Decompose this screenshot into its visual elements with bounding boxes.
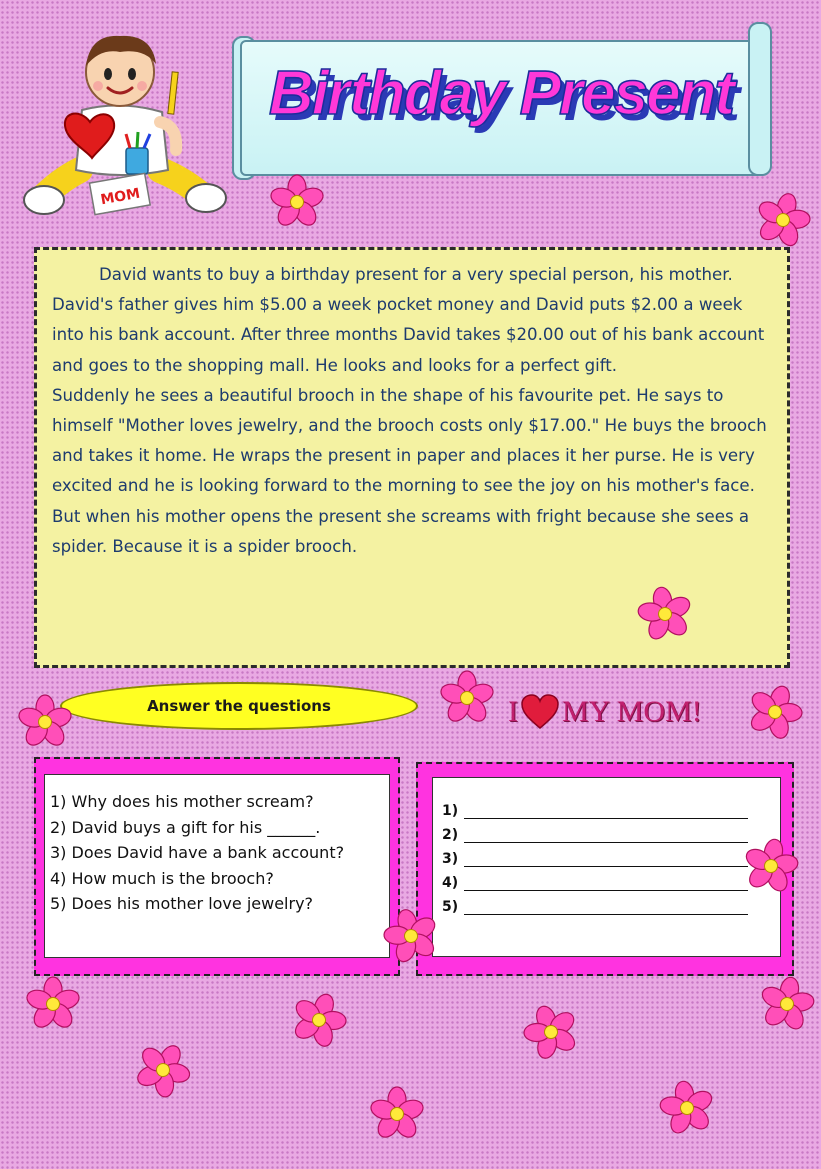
instructions-label: Answer the questions (60, 682, 418, 730)
flower-icon (630, 584, 700, 644)
flower-icon (736, 836, 806, 896)
question-item: 3) Does David have a bank account? (50, 843, 345, 862)
flower-icon (128, 1040, 198, 1100)
flower-icon (376, 906, 446, 966)
question-item: 1) Why does his mother scream? (50, 792, 314, 811)
answer-line-4[interactable] (442, 875, 748, 891)
answer-number: 3) (442, 851, 459, 867)
apron-text: MOM (99, 185, 142, 209)
answer-number: 2) (442, 827, 459, 843)
flower-icon (18, 974, 88, 1034)
flower-icon (432, 668, 502, 728)
answer-number: 4) (442, 875, 459, 891)
passage-paragraph-3: But when his mother opens the present she screams with fright because she sees a spider. Because it is a spider brooch. (52, 506, 750, 556)
flower-icon (516, 1002, 586, 1062)
flower-icon (10, 692, 80, 752)
flower-icon (752, 974, 821, 1034)
flower-icon (262, 172, 332, 232)
passage-paragraph-1: David wants to buy a birthday present for a very special person, his mother. David's father gives him $5.00 a week pocket money and David puts $2.00 a week into his bank account. After three months David takes $20.00 out of his bank account and goes to the shopping mall. He looks and looks for a perfect gift. (52, 265, 765, 375)
flower-icon (652, 1078, 722, 1138)
passage-paragraph-2: Suddenly he sees a beautiful brooch in the shape of his favourite pet. He says to himself "Mother loves jewelry, and the brooch costs only $17.00." He buys the brooch and takes it home. He wraps the present in paper and places it her purse. He is very excited and he is looking forward to the morning to see the joy on his mother's face. (52, 385, 767, 496)
question-item: 5) Does his mother love jewelry? (50, 894, 314, 913)
answer-line-1[interactable] (442, 803, 748, 819)
love-mom-sign (508, 694, 702, 730)
answer-number: 5) (442, 899, 459, 915)
answer-number: 1) (442, 803, 459, 819)
boy-illustration (20, 30, 230, 220)
answer-line-3[interactable] (442, 851, 748, 867)
answer-line-5[interactable] (442, 899, 748, 915)
question-item: 4) How much is the brooch? (50, 868, 274, 888)
questions-list (50, 789, 390, 917)
question-item: 2) David buys a gift for his ______. (50, 817, 321, 837)
heart-icon (520, 694, 560, 730)
flower-icon (362, 1084, 432, 1144)
page-title: Birthday Present (268, 59, 734, 128)
flower-icon (748, 190, 818, 250)
love-suffix: MY MOM! (562, 695, 702, 728)
flower-icon (740, 682, 810, 742)
love-prefix: I (508, 695, 518, 728)
flower-icon (284, 990, 354, 1050)
answer-line-2[interactable] (442, 827, 748, 843)
